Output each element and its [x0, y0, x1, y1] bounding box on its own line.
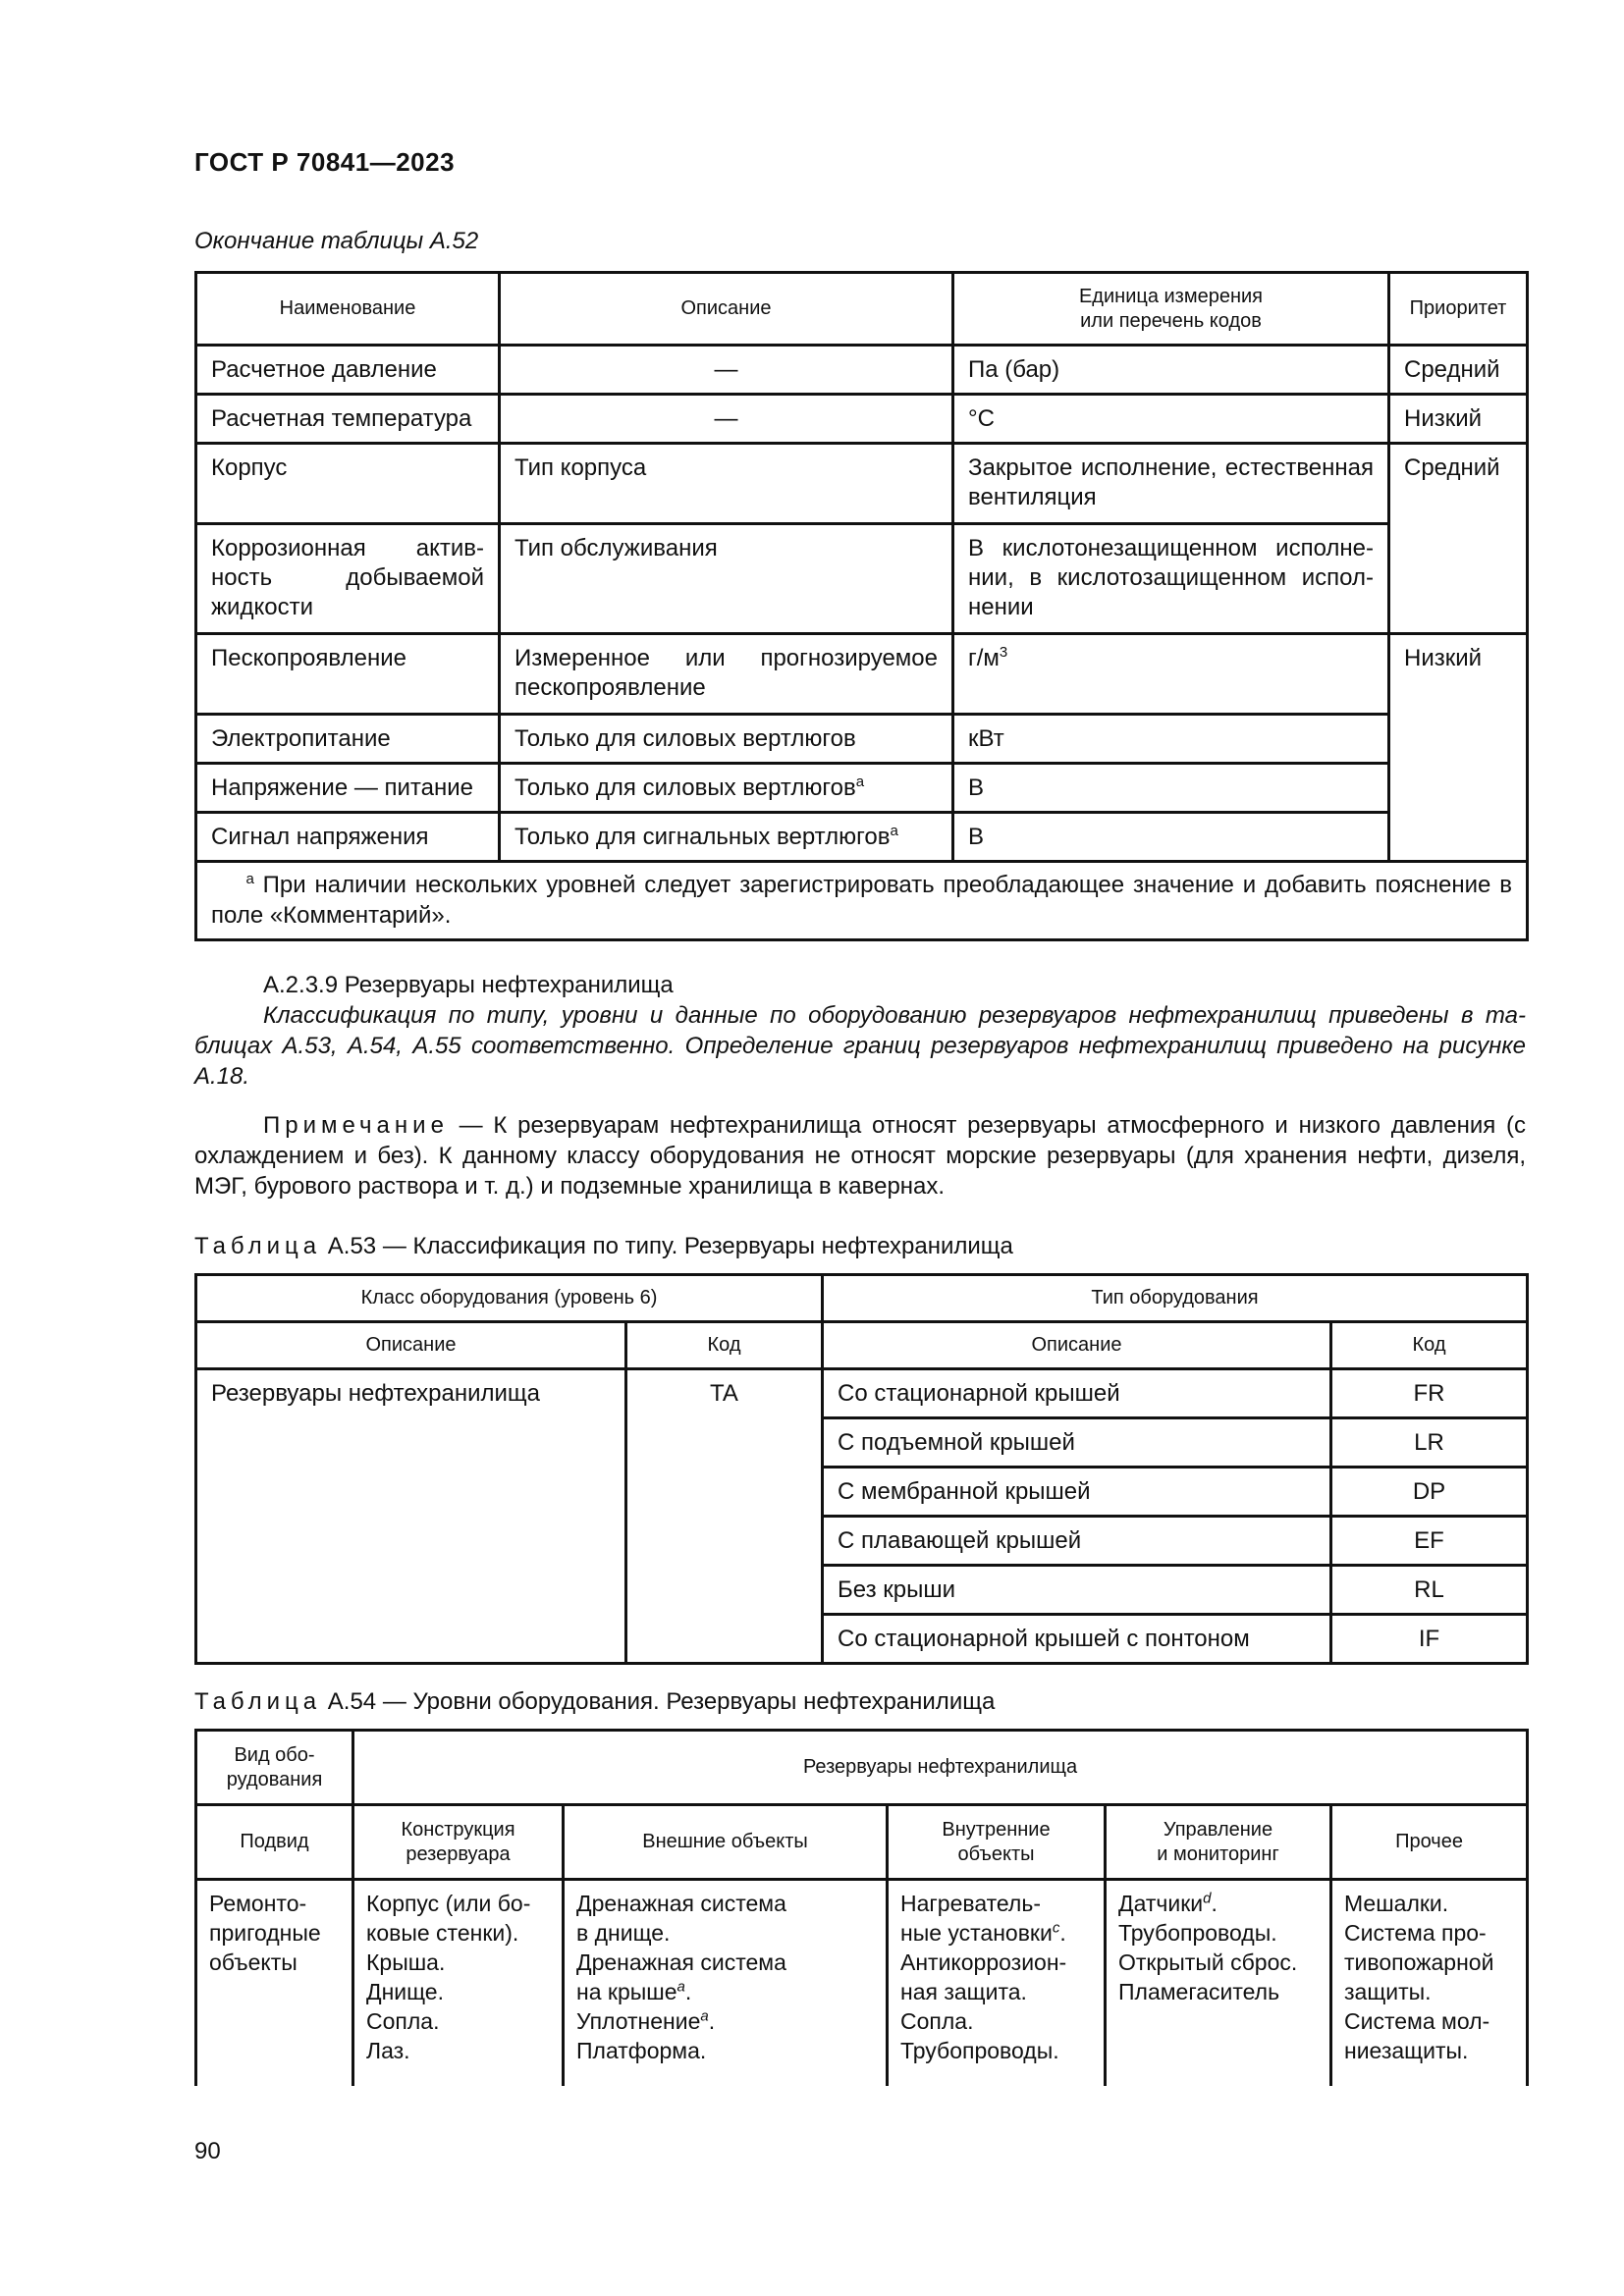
table-row — [196, 1369, 1528, 1418]
row-description: Только для силовых вертлюгов — [500, 715, 953, 764]
type-code: FR — [1331, 1369, 1528, 1418]
table-row — [196, 444, 1528, 524]
section-heading — [194, 970, 1526, 1000]
table-a53-caption: Таблица А.53 — Классификация по типу. Резервуары нефтехранилища — [194, 1233, 1013, 1259]
row-name: Расчетное давление — [196, 346, 500, 395]
row-priority: Низкий — [1389, 395, 1528, 444]
col-header-construction: Конструкция резервуара — [353, 1805, 564, 1880]
note-text: — К резервуарам нефтехранилища относят резервуары атмосферного и низкого давления (с охлаждением и без). К данному классу оборудования не относят морские резервуары (для хранения нефти, дизеля, МЭГ, бурового раствора и т. д.) и подземные хранилища в кавернах. — [194, 1112, 1526, 1200]
type-description: Со стационарной крышей — [823, 1369, 1331, 1418]
type-code: RL — [1331, 1566, 1528, 1615]
other-items: Мешалки. Система про- тивопожарной защиты. Система мол- ниезащиты. — [1331, 1880, 1528, 2086]
table-a54-caption: Таблица А.54 — Уровни оборудования. Резервуары нефтехранилища — [194, 1688, 996, 1715]
col-header-description: Описание — [823, 1322, 1331, 1369]
row-description: — — [500, 395, 953, 444]
type-code: DP — [1331, 1468, 1528, 1517]
col-header-other: Прочее — [1331, 1805, 1528, 1880]
col-header-description: Описание — [500, 273, 953, 346]
row-priority: Средний — [1389, 346, 1528, 395]
table-a53 — [194, 1273, 1529, 1665]
type-description: Со стационарной крышей с понтоном — [823, 1615, 1331, 1664]
col-header-control: Управление и мониторинг — [1106, 1805, 1331, 1880]
row-description: Только для сигнальных вертлюгов$^a$ — [500, 813, 953, 862]
col-header-name: Наименование — [196, 273, 500, 346]
row-name: Сигнал напряжения — [196, 813, 500, 862]
row-unit: $г/м^3$ — [953, 634, 1389, 715]
col-header-internal: Внутренние объекты — [888, 1805, 1106, 1880]
section-number: А.2.3.9 — [263, 972, 339, 998]
row-name: Электропитание — [196, 715, 500, 764]
control-items: Датчики$^d$. Трубопроводы. Открытый сброс. Пламегаситель — [1106, 1880, 1331, 2086]
col-header-external: Внешние объекты — [564, 1805, 888, 1880]
type-code: IF — [1331, 1615, 1528, 1664]
row-description: Тип обслуживания — [500, 524, 953, 634]
type-description: С мембранной крышей — [823, 1468, 1331, 1517]
row-description: Измеренное или прогнозируемое пескопроявление — [500, 634, 953, 715]
row-name: Коррозионная активность добываемой жидкости — [196, 524, 500, 634]
row-name: Напряжение — питание — [196, 764, 500, 813]
section-intro: Классификация по типу, уровни и данные по оборудованию резервуаров нефтехранилищ приведены в таблицах А.53, А.54, А.55 соответственно. Определение границ резервуаров нефтехранилищ приведено на рисунке А.18. — [194, 1002, 1526, 1090]
row-unit: Па (бар) — [953, 346, 1389, 395]
col-header-code: Код — [1331, 1322, 1528, 1369]
row-unit: Закрытое исполнение, естественная вентиляция — [953, 444, 1389, 524]
row-unit: В кислотонезащищенном исполнении, в кислотозащищенном исполнении — [953, 524, 1389, 634]
row-priority: Средний — [1389, 444, 1528, 634]
row-priority: Низкий — [1389, 634, 1528, 862]
equipment-class-description: Резервуары нефтехранилища — [196, 1369, 626, 1664]
col-header-unit: Единица измерения или перечень кодов — [953, 273, 1389, 346]
kind-label: Вид обо- рудования — [196, 1731, 353, 1805]
row-name: Расчетная температура — [196, 395, 500, 444]
page-number: 90 — [194, 2138, 221, 2164]
row-description: Только для силовых вертлюгов$^a$ — [500, 764, 953, 813]
type-description: С плавающей крышей — [823, 1517, 1331, 1566]
group-header-class: Класс оборудования (уровень 6) — [196, 1275, 823, 1322]
table-continuation-label: Окончание таблицы А.52 — [194, 228, 479, 254]
table-a54 — [194, 1729, 1529, 2086]
col-header-description: Описание — [196, 1322, 626, 1369]
document-id: ГОСТ Р 70841—2023 — [194, 147, 456, 177]
type-description: Без крыши — [823, 1566, 1331, 1615]
group-header-type: Тип оборудования — [823, 1275, 1528, 1322]
equipment-class-code: TA — [626, 1369, 823, 1664]
col-header-priority: Приоритет — [1389, 273, 1528, 346]
row-unit: В — [953, 764, 1389, 813]
col-header-code: Код — [626, 1322, 823, 1369]
type-description: С подъемной крышей — [823, 1418, 1331, 1468]
row-description: Тип корпуса — [500, 444, 953, 524]
external-items: Дренажная система в днище. Дренажная система на крыше$^a$. Уплотнение$^a$. Платформа. — [564, 1880, 888, 2086]
table-footnote: $^a$ При наличии нескольких уровней следует зарегистрировать преобладающее значение и добавить пояснение в поле «Комментарий». — [196, 862, 1528, 940]
table-row — [196, 813, 1528, 862]
table-row — [196, 764, 1528, 813]
table-row — [196, 634, 1528, 715]
table-row — [196, 395, 1528, 444]
kind-value: Резервуары нефтехранилища — [353, 1731, 1528, 1805]
table-row — [196, 715, 1528, 764]
type-code: LR — [1331, 1418, 1528, 1468]
row-name: Корпус — [196, 444, 500, 524]
row-unit: °С — [953, 395, 1389, 444]
table-row — [196, 346, 1528, 395]
section-title: Резервуары нефтехранилища — [344, 972, 674, 998]
table-row — [196, 1880, 1528, 2086]
section-note — [194, 1110, 1526, 1201]
row-label-maintainable: Ремонто- пригодные объекты — [196, 1880, 353, 2086]
construction-items: Корпус (или бо- ковые стенки). Крыша. Днище. Сопла. Лаз. — [353, 1880, 564, 2086]
table-row — [196, 524, 1528, 634]
table-a52 — [194, 271, 1529, 941]
row-name: Пескопроявление — [196, 634, 500, 715]
internal-items: Нагреватель- ные установки$^c$. Антикоррозион- ная защита. Сопла. Трубопроводы. — [888, 1880, 1106, 2086]
type-code: EF — [1331, 1517, 1528, 1566]
row-unit: В — [953, 813, 1389, 862]
note-label: Примечание — [263, 1112, 449, 1139]
row-unit: кВт — [953, 715, 1389, 764]
row-description: — — [500, 346, 953, 395]
subtype-label: Подвид — [196, 1805, 353, 1880]
